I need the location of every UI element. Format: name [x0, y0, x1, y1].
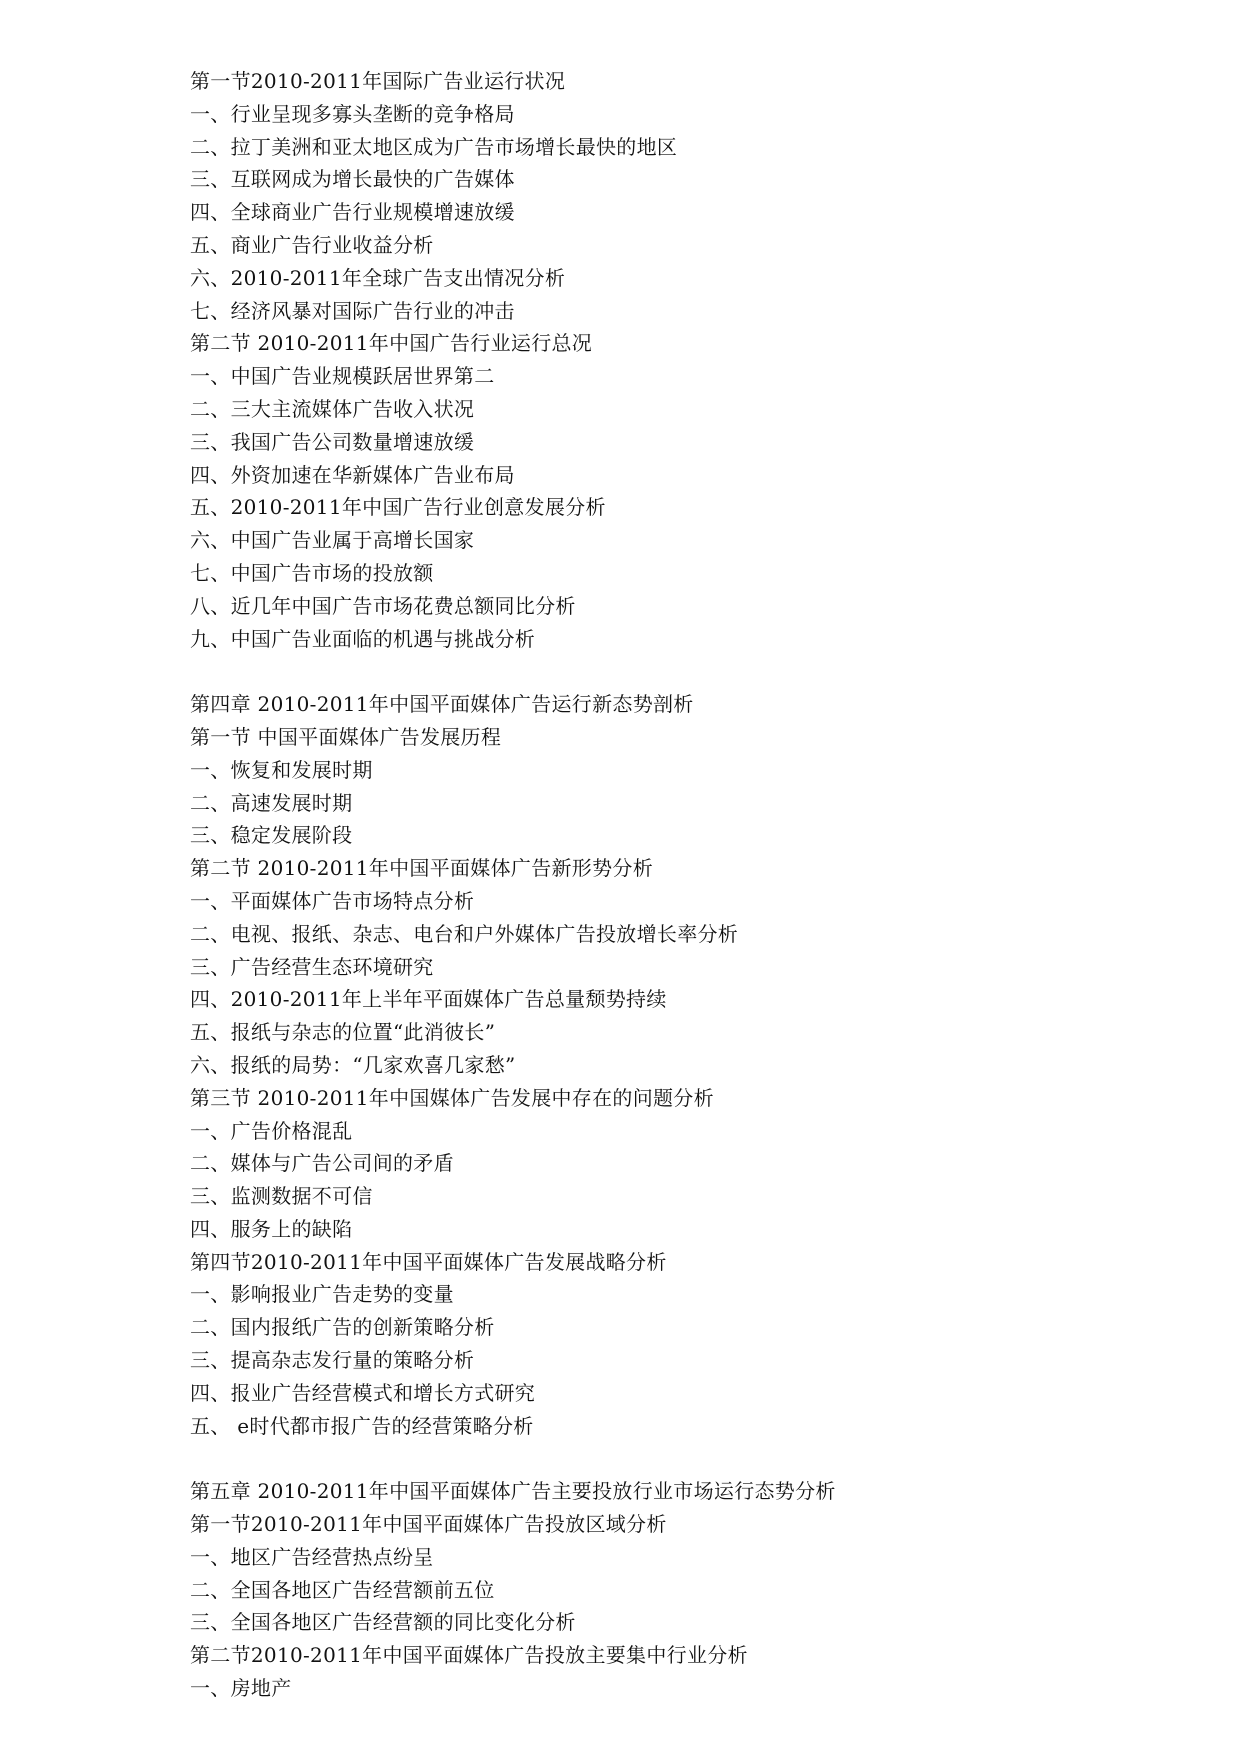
chapter-heading: 第四章 2010-2011年中国平面媒体广告运行新态势剖析	[190, 692, 694, 717]
table-of-contents	[190, 65, 1190, 1705]
toc-item: 六、报纸的局势：“几家欢喜几家愁”	[190, 1052, 516, 1077]
toc-item: 五、报纸与杂志的位置“此消彼长”	[190, 1020, 496, 1045]
section-heading: 第一节 中国平面媒体广告发展历程	[190, 724, 502, 749]
toc-item: 三、我国广告公司数量增速放缓	[190, 429, 475, 454]
section-heading: 第二节2010-2011年中国平面媒体广告投放主要集中行业分析	[190, 1643, 748, 1668]
toc-item: 四、报业广告经营模式和增长方式研究	[190, 1380, 536, 1405]
toc-item: 三、互联网成为增长最快的广告媒体	[190, 167, 515, 192]
toc-item: 六、中国广告业属于高增长国家	[190, 528, 475, 553]
toc-item: 一、房地产	[190, 1676, 292, 1701]
toc-item: 二、媒体与广告公司间的矛盾	[190, 1151, 454, 1176]
toc-item: 一、恢复和发展时期	[190, 757, 373, 782]
toc-item: 二、电视、报纸、杂志、电台和户外媒体广告投放增长率分析	[190, 921, 739, 946]
toc-item: 一、平面媒体广告市场特点分析	[190, 888, 475, 913]
toc-item: 二、三大主流媒体广告收入状况	[190, 396, 475, 421]
section-heading: 第三节 2010-2011年中国媒体广告发展中存在的问题分析	[190, 1085, 714, 1110]
toc-group-chapter-4	[190, 688, 1190, 1442]
section-heading: 第四节2010-2011年中国平面媒体广告发展战略分析	[190, 1249, 667, 1274]
toc-item: 四、服务上的缺陷	[190, 1216, 353, 1241]
toc-item: 九、中国广告业面临的机遇与挑战分析	[190, 626, 536, 651]
toc-item: 八、近几年中国广告市场花费总额同比分析	[190, 593, 576, 618]
toc-item: 六、2010-2011年全球广告支出情况分析	[190, 265, 566, 290]
toc-item: 一、广告价格混乱	[190, 1118, 353, 1143]
section-heading: 第一节2010-2011年国际广告业运行状况	[190, 69, 566, 93]
toc-group-chapter-5	[190, 1475, 1190, 1705]
toc-group-chapter-3-continued	[190, 65, 1190, 655]
section-heading: 第二节 2010-2011年中国平面媒体广告新形势分析	[190, 856, 654, 881]
toc-item: 二、拉丁美洲和亚太地区成为广告市场增长最快的地区	[190, 134, 678, 159]
chapter-heading: 第五章 2010-2011年中国平面媒体广告主要投放行业市场运行态势分析	[190, 1479, 836, 1504]
toc-item: 一、中国广告业规模跃居世界第二	[190, 364, 495, 389]
toc-item: 五、商业广告行业收益分析	[190, 232, 434, 257]
toc-item: 三、提高杂志发行量的策略分析	[190, 1348, 475, 1373]
toc-item: 四、外资加速在华新媒体广告业布局	[190, 462, 515, 487]
section-heading: 第一节2010-2011年中国平面媒体广告投放区域分析	[190, 1512, 667, 1537]
toc-item: 三、全国各地区广告经营额的同比变化分析	[190, 1610, 576, 1635]
toc-item: 一、地区广告经营热点纷呈	[190, 1544, 434, 1569]
toc-item: 七、经济风暴对国际广告行业的冲击	[190, 298, 515, 323]
toc-item: 四、全球商业广告行业规模增速放缓	[190, 200, 515, 225]
toc-item: 三、广告经营生态环境研究	[190, 954, 434, 979]
toc-item: 二、全国各地区广告经营额前五位	[190, 1577, 495, 1602]
toc-item: 一、影响报业广告走势的变量	[190, 1282, 454, 1307]
section-heading: 第二节 2010-2011年中国广告行业运行总况	[190, 331, 593, 356]
toc-item: 五、2010-2011年中国广告行业创意发展分析	[190, 495, 606, 520]
toc-item: 四、2010-2011年上半年平面媒体广告总量颓势持续	[190, 987, 667, 1012]
toc-item: 三、稳定发展阶段	[190, 823, 353, 848]
toc-item: 七、中国广告市场的投放额	[190, 560, 434, 585]
toc-item: 二、国内报纸广告的创新策略分析	[190, 1315, 495, 1340]
toc-item: 二、高速发展时期	[190, 790, 353, 815]
toc-item: 五、 e时代都市报广告的经营策略分析	[190, 1413, 534, 1438]
toc-item: 一、行业呈现多寡头垄断的竞争格局	[190, 101, 515, 126]
toc-item: 三、监测数据不可信	[190, 1184, 373, 1209]
